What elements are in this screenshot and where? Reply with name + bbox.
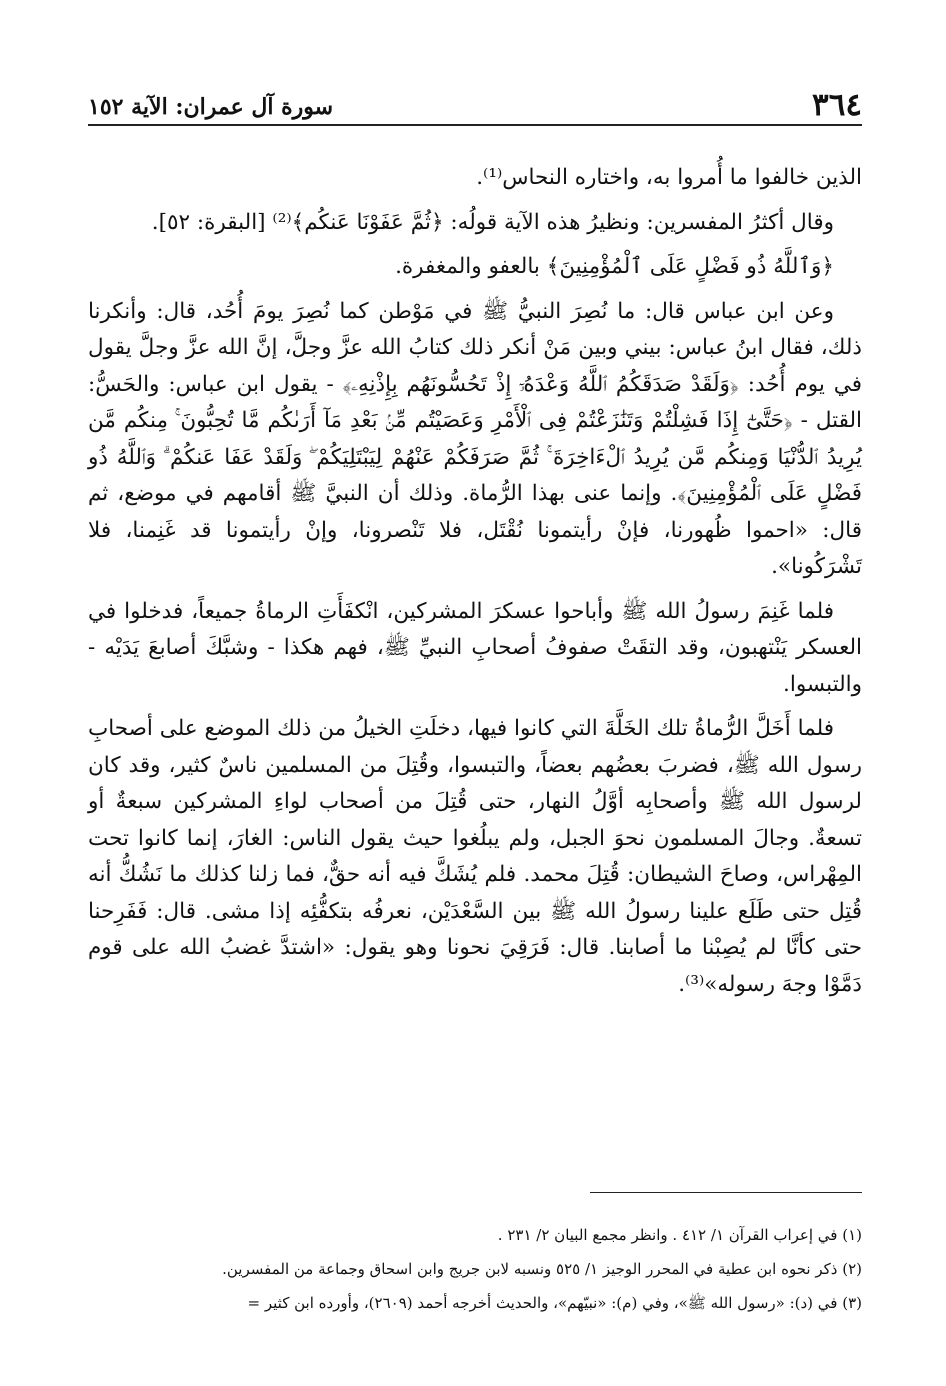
paragraph-4: وعن ابن عباس قال: ما نُصِرَ النبيُّ ﷺ في مَوْطن كما نُصِرَ يومَ أُحُد، قال: وأنكرنا ذلك، فقال ابنُ عباس: بيني وبين مَنْ أنكر ذلك كتابُ الله عزَّ وجلَّ، إنَّ الله عزَّ وجلَّ يقول في يوم أُحُد: ﴿وَلَقَدْ صَدَقَكُمُ ٱللَّهُ وَعْدَهُۥٓ إِذْ تَحُسُّونَهُم بِإِذْنِهِۦ﴾ - يقول ابن عباس: والحَسُّ: القتل - ﴿حَتَّىٰٓ إِذَا فَشِلْتُمْ وَتَنَٰزَعْتُمْ فِى ٱلْأَمْرِ وَعَصَيْتُم مِّنۢ بَعْدِ مَآ أَرَىٰكُم مَّا تُحِبُّونَ ۚ مِنكُم مَّن يُرِيدُ ٱلدُّنْيَا وَمِنكُم مَّن يُرِيدُ ٱلْءَاخِرَةَ ۚ ثُمَّ صَرَفَكُمْ عَنْهُمْ لِيَبْتَلِيَكُمْ ۖ وَلَقَدْ عَفَا عَنكُمْ ۗ وَٱللَّهُ ذُو فَضْلٍ عَلَى ٱلْمُؤْمِنِينَ﴾. وإنما عنى بهذا الرُّماة. وذلك أن النبيَّ ﷺ أقامهم في موضع، ثم قال: «احموا ظُهورنا، فإنْ رأيتمونا نُقْتَل، فلا تَنْصرونا، وإنْ رأيتمونا قد غَنِمنا، فلا تَشْرَكُونا». <box>88 298 862 579</box>
paragraph-3: ﴿وَٱللَّهُ ذُو فَضْلٍ عَلَى ٱلْمُؤْمِنِينَ﴾ بالعفو والمغفرة. <box>395 254 834 279</box>
paragraph-2: وقال أكثرُ المفسرين: ونظيرُ هذه الآية قولُه: ﴿ثُمَّ عَفَوْنَا عَنكُم﴾⁽²⁾ [البقرة: ٥٢]. <box>151 209 834 235</box>
footnotes <box>88 1218 862 1320</box>
page-header <box>88 86 862 122</box>
running-title: سورة آل عمران: الآية ١٥٢ <box>88 94 334 120</box>
footnote-3: (٣) في (د): «رسول الله ﷺ»، وفي (م): «نبيّهم»، والحديث أخرجه أحمد (٢٦٠٩)، وأورده ابن كثير = <box>247 1294 862 1312</box>
main-text <box>88 160 862 1011</box>
page-number: ٣٦٤ <box>812 87 862 123</box>
paragraph-6: فلما أَخَلَّ الرُّماةُ تلك الخَلَّةَ التي كانوا فيها، دخلَتِ الخيلُ من ذلك الموضع على أصحابِ رسول الله ﷺ، فضربَ بعضُهم بعضاً، والتبسوا، وقُتِلَ من المسلمين ناسٌ كثير، وقد كان لرسول الله ﷺ وأصحابِه أوَّلُ النهار، حتى قُتِلَ من أصحاب لواءِ المشركين سبعةٌ أو تسعةٌ. وجالَ المسلمون نحوَ الجبل، ولم يبلُغوا حيث يقول الناس: الغارَ، إنما كانوا تحت المِهْراس، وصاحَ الشيطان: قُتِلَ محمد. فلم يُشَكَّ فيه أنه حقٌّ، فما زلنا كذلك ما نَشُكُّ أنه قُتِل حتى طَلَع علينا رسولُ الله ﷺ بين السَّعْدَيْن، نعرفُه بتكفُّئِه إذا مشى. قال: فَفَرِحنا حتى كأنَّا لم يُصِبْنا ما أصابنا. قال: فَرَقِيَ نحونا وهو يقول: «اشتدَّ غضبُ الله على قوم دَمَّوْا وجهَ رسوله»⁽³⁾. <box>88 716 862 997</box>
header-rule <box>88 124 862 126</box>
footnote-rule <box>590 1192 862 1193</box>
paragraph-1: الذين خالفوا ما أُمروا به، واختاره النحاس⁽¹⁾. <box>476 165 862 190</box>
footnote-2: (٢) ذكر نحوه ابن عطية في المحرر الوجيز ١/ ٥٢٥ ونسبه لابن جريج وابن اسحاق وجماعة من المفسرين. <box>222 1260 862 1278</box>
footnote-1: (١) في إعراب القرآن ١/ ٤١٢ . وانظر مجمع البيان ٢/ ٢٣١ . <box>497 1226 862 1244</box>
paragraph-5: فلما غَنِمَ رسولُ الله ﷺ وأباحوا عسكرَ المشركين، انْكفَأَتِ الرماةُ جميعاً، فدخلوا في العسكر يَنْتهبون، وقد التقَتْ صفوفُ أصحابِ النبيِّ ﷺ، فهم هكذا - وشبَّكَ أصابعَ يَدَيْه - والتبسوا. <box>88 598 862 697</box>
